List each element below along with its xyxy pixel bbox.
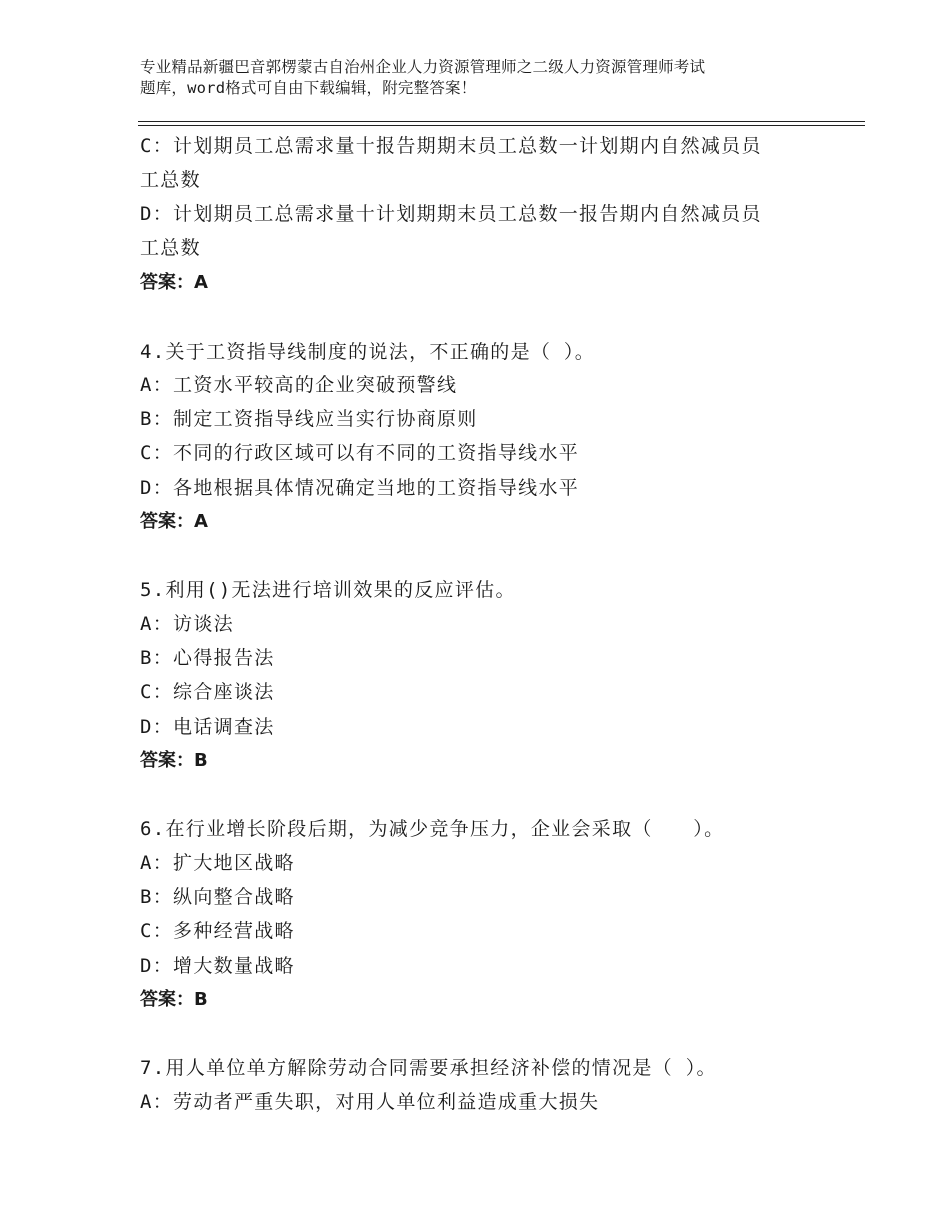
question-4-option-d: D：各地根据具体情况确定当地的工资指导线水平	[140, 477, 580, 499]
question-4-option-b: B：制定工资指导线应当实行协商原则	[140, 408, 478, 430]
header-line-1: 专业精品新疆巴音郭楞蒙古自治州企业人力资源管理师之二级人力资源管理师考试	[140, 58, 706, 76]
option-c-line-2: 工总数	[140, 169, 201, 191]
question-6-option-c: C：多种经营战略	[140, 920, 295, 942]
document-header	[140, 57, 830, 99]
question-6-option-b: B：纵向整合战略	[140, 886, 295, 908]
question-4-option-a: A：工资水平较高的企业突破预警线	[140, 374, 458, 396]
answer-5: 答案：B	[140, 750, 208, 771]
answer-4: 答案：A	[140, 511, 208, 532]
question-6: 6.在行业增长阶段后期，为减少竞争压力，企业会采取（ ）。	[140, 818, 725, 840]
header-rule-bottom	[138, 125, 865, 126]
option-d-line-1: D：计划期员工总需求量十计划期期末员工总数一报告期内自然减员员	[140, 203, 762, 225]
question-4: 4.关于工资指导线制度的说法，不正确的是（ ）。	[140, 341, 596, 363]
header-line-2: 题库，word格式可自由下载编辑，附完整答案！	[140, 79, 477, 97]
question-7-option-a: A：劳动者严重失职，对用人单位利益造成重大损失	[140, 1091, 600, 1113]
question-7: 7.用人单位单方解除劳动合同需要承担经济补偿的情况是（ ）。	[140, 1057, 717, 1079]
question-4-option-c: C：不同的行政区域可以有不同的工资指导线水平	[140, 442, 580, 464]
answer-6: 答案：B	[140, 989, 208, 1010]
question-5-option-c: C：综合座谈法	[140, 681, 275, 703]
question-6-option-a: A：扩大地区战略	[140, 852, 295, 874]
question-5: 5.利用()无法进行培训效果的反应评估。	[140, 579, 516, 601]
answer-3: 答案：A	[140, 272, 208, 293]
question-5-option-a: A：访谈法	[140, 613, 234, 635]
question-5-option-b: B：心得报告法	[140, 647, 275, 669]
question-6-option-d: D：增大数量战略	[140, 955, 295, 977]
question-5-option-d: D：电话调查法	[140, 716, 275, 738]
option-d-line-2: 工总数	[140, 237, 201, 259]
option-c-line-1: C：计划期员工总需求量十报告期期末员工总数一计划期内自然减员员	[140, 135, 762, 157]
header-rule-top	[138, 121, 865, 122]
